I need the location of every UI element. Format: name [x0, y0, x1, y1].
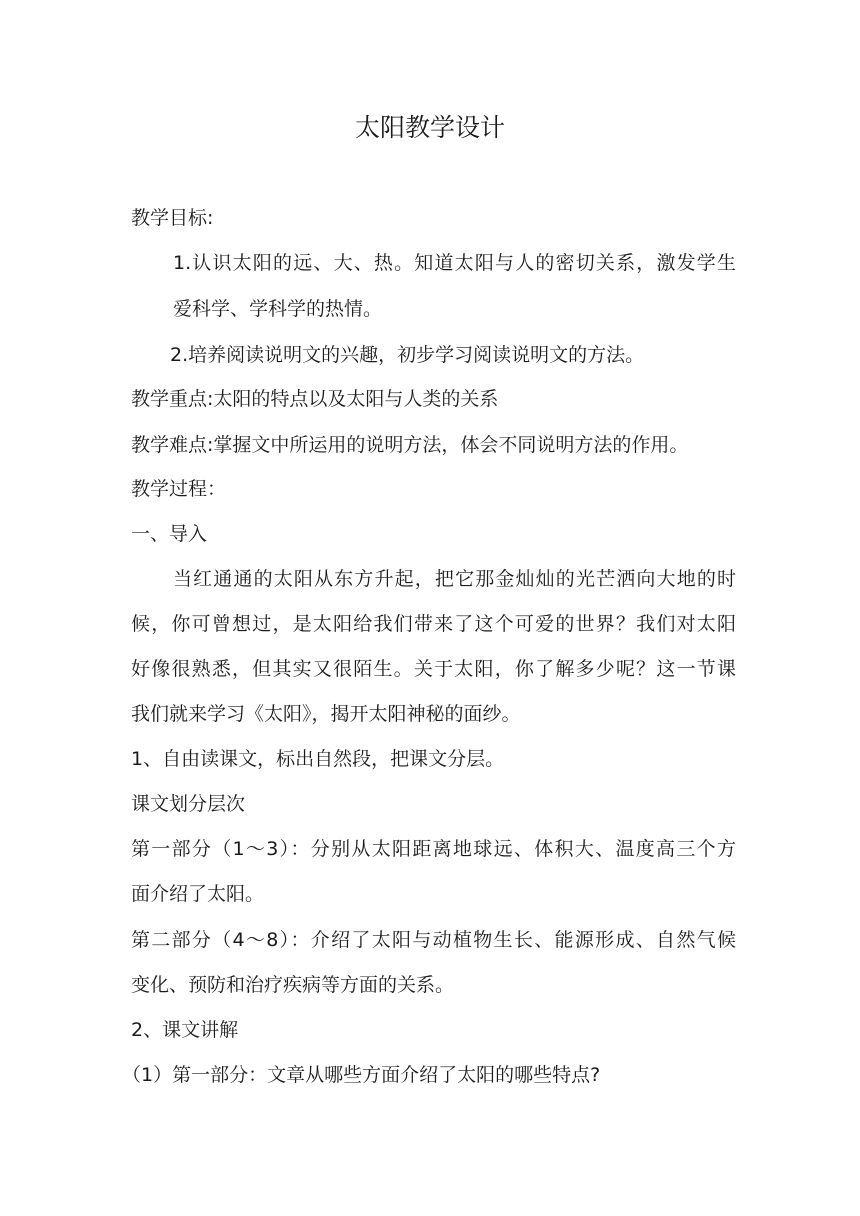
intro-paragraph-line-3: 好像很熟悉，但其实又很陌生。关于太阳，你了解多少呢？这一节课: [131, 658, 736, 680]
intro-paragraph-line-2: 候，你可曾想过，是太阳给我们带来了这个可爱的世界？我们对太阳: [131, 613, 736, 635]
text-division-heading: 课文划分层次: [131, 793, 246, 815]
part-one-line-1: 第一部分（1～3）：分别从太阳距离地球远、体积大、温度高三个方: [131, 838, 736, 860]
question-1: （1）第一部分：文章从哪些方面介绍了太阳的哪些特点?: [122, 1064, 601, 1086]
step-1: 1、自由读课文，标出自然段，把课文分层。: [131, 748, 505, 770]
step-2: 2、课文讲解: [131, 1019, 239, 1041]
part-two-line-1: 第二部分（4～8）：介绍了太阳与动植物生长、能源形成、自然气候: [131, 929, 736, 951]
objective-1-line-1: 1.认识太阳的远、大、热。知道太阳与人的密切关系，激发学生: [173, 252, 736, 274]
section-heading-objectives: 教学目标:: [131, 207, 214, 229]
part-two-line-2: 变化、预防和治疗疾病等方面的关系。: [131, 974, 455, 996]
intro-paragraph-line-1: 当红通通的太阳从东方升起，把它那金灿灿的光芒洒向大地的时: [173, 568, 736, 590]
objective-2: 2.培养阅读说明文的兴趣，初步学习阅读说明文的方法。: [170, 344, 645, 366]
objective-1-line-2: 爱科学、学科学的热情。: [173, 298, 383, 320]
part-one-line-2: 面介绍了太阳。: [131, 883, 265, 905]
difficult-points: 教学难点:掌握文中所运用的说明方法，体会不同说明方法的作用。: [131, 434, 689, 456]
document-title: 太阳教学设计: [354, 113, 505, 142]
step-heading-intro: 一、导入: [131, 523, 208, 545]
section-heading-process: 教学过程：: [131, 478, 227, 500]
key-points: 教学重点:太阳的特点以及太阳与人类的关系: [131, 388, 499, 410]
intro-paragraph-line-4: 我们就来学习《太阳》，揭开太阳神秘的面纱。: [131, 703, 521, 725]
